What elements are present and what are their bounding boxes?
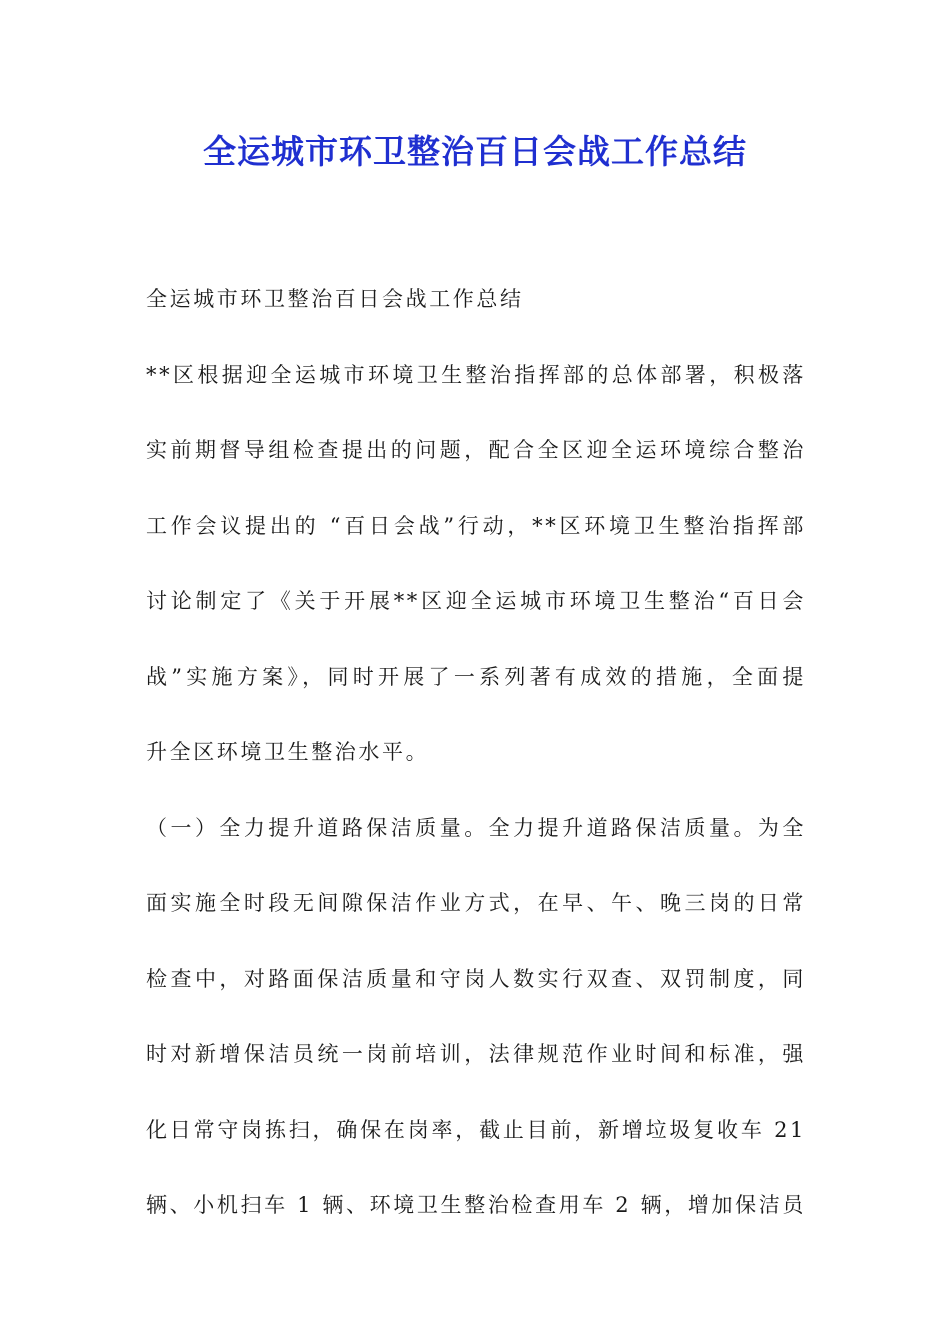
- document-title: 全运城市环卫整治百日会战工作总结: [203, 132, 747, 171]
- document-heading-paragraph: [146, 262, 806, 338]
- paragraph-line: 工作会议提出的 “百日会战”行动，**区环境卫生整治指挥部: [146, 513, 806, 538]
- paragraph-line: 战”实施方案》，同时开展了一系列著有成效的措施，全面提: [146, 664, 806, 689]
- document-heading-line: 全运城市环卫整治百日会战工作总结: [146, 287, 524, 311]
- paragraph-line: 升全区环境卫生整治水平。: [146, 740, 430, 764]
- paragraph-line: **区根据迎全运城市环境卫生整治指挥部的总体部署，积极落: [146, 362, 806, 387]
- paragraph-line: 化日常守岗拣扫，确保在岗率，截止目前，新增垃圾复收车 21: [146, 1117, 806, 1142]
- paragraph-line: 辆、小机扫车 1 辆、环境卫生整治检查用车 2 辆，增加保洁员: [146, 1193, 806, 1217]
- paragraph-line: （一）全力提升道路保洁质量。全力提升道路保洁质量。为全: [146, 815, 806, 840]
- paragraph-section-one: [146, 791, 806, 1244]
- paragraph-intro: [146, 338, 806, 791]
- paragraph-line: 面实施全时段无间隙保洁作业方式，在早、午、晚三岗的日常: [146, 891, 806, 915]
- paragraph-line: 实前期督导组检查提出的问题，配合全区迎全运环境综合整治: [146, 438, 806, 462]
- document-body: [146, 262, 806, 1244]
- paragraph-line: 时对新增保洁员统一岗前培训，法律规范作业时间和标准，强: [146, 1042, 806, 1066]
- paragraph-line: 检查中，对路面保洁质量和守岗人数实行双查、双罚制度，同: [146, 966, 806, 991]
- paragraph-line: 讨论制定了《关于开展**区迎全运城市环境卫生整治“百日会: [146, 589, 806, 613]
